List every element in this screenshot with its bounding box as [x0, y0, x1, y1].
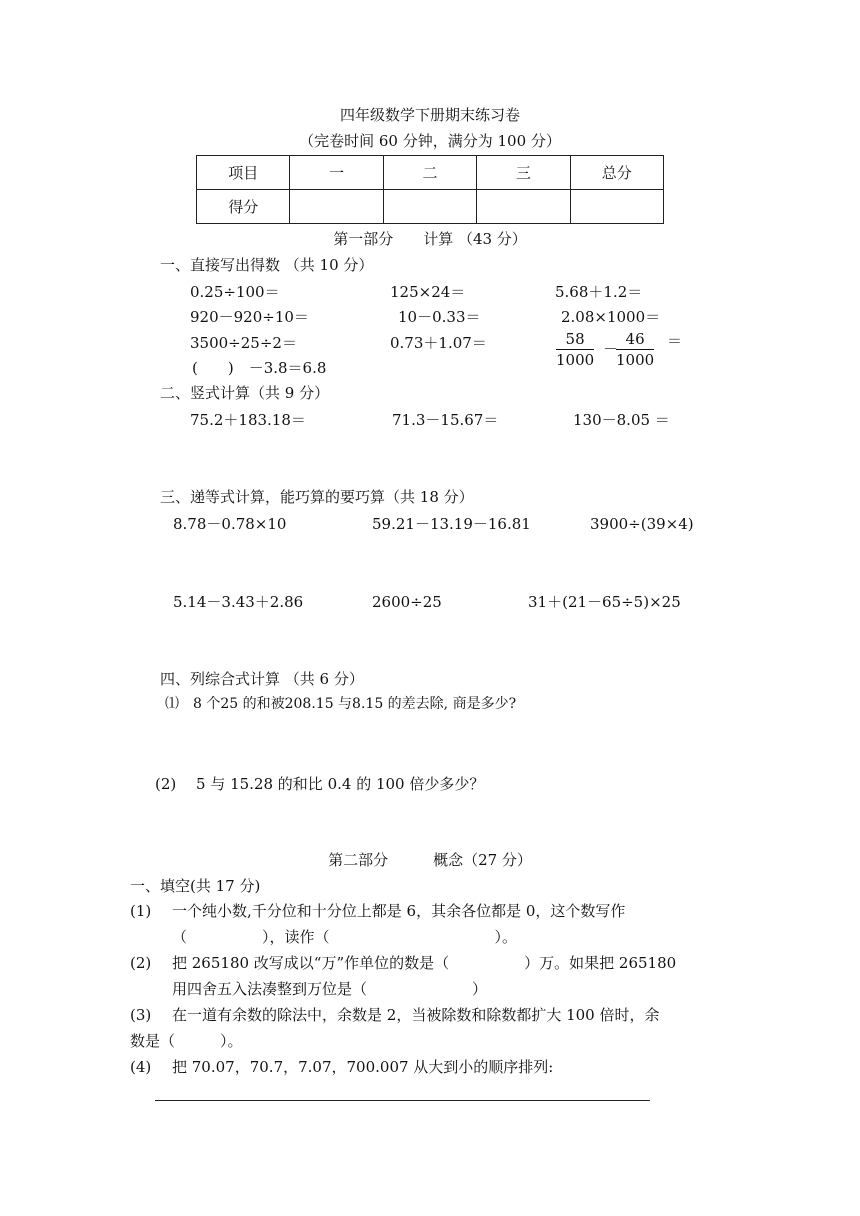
fraction-1-denominator: 1000: [556, 351, 595, 369]
page-subtitle: （完卷时间 60 分钟，满分为 100 分）: [299, 132, 561, 150]
calc-item: 10－0.33＝: [398, 308, 481, 326]
question-text: 把 70.07，70.7，7.07，700.007 从大到小的顺序排列:: [172, 1058, 554, 1076]
score-table: [196, 155, 664, 224]
question-number: (2): [130, 954, 152, 972]
section2-heading: 二、竖式计算（共 9 分）: [160, 384, 330, 402]
vertical-calc-item: 71.3－15.67＝: [392, 411, 499, 429]
vertical-calc-item: 130－8.05 ＝: [573, 411, 670, 429]
section1-heading: 一、直接写出得数 （共 10 分）: [160, 256, 374, 274]
fraction-2-denominator: 1000: [616, 351, 655, 369]
word-problem-2: (2) 5 与 15.28 的和比 0.4 的 100 倍少多少？: [155, 775, 485, 793]
question-text: 一个纯小数,千分位和十分位上都是 6，其余各位都是 0，这个数写作: [172, 902, 626, 920]
answer-line[interactable]: [155, 1100, 650, 1101]
score-table-header-row: [197, 156, 664, 190]
question-text: 数是（ ）。: [130, 1032, 243, 1050]
question-number: (3): [130, 1006, 152, 1024]
score-blank-cell[interactable]: [477, 190, 570, 224]
fraction-2-numerator: 46: [616, 330, 654, 350]
part1-heading: 第一部分 计算 （43 分）: [333, 230, 527, 248]
section3-heading: 三、递等式计算，能巧算的要巧算（共 18 分）: [160, 488, 474, 506]
question-number: (1): [130, 902, 152, 920]
calc-item: 5.68＋1.2＝: [555, 283, 643, 301]
page-title: 四年级数学下册期末练习卷: [339, 106, 520, 124]
word-problem-1: ⑴ 8 个25 的和被208.15 与8.15 的差去除, 商是多少?: [165, 696, 517, 712]
fraction-2: [616, 330, 654, 369]
stepwise-calc-item: 31＋(21－65÷5)×25: [528, 593, 681, 611]
score-header-cell: 二: [383, 156, 476, 190]
fill-blank-heading: 一、填空(共 17 分): [130, 877, 261, 895]
part2-heading: 第二部分 概念（27 分）: [328, 851, 532, 869]
stepwise-calc-item: 2600÷25: [372, 593, 442, 611]
score-header-cell: 一: [290, 156, 383, 190]
section4-heading: 四、列综合式计算 （共 6 分）: [160, 670, 364, 688]
question-text: （ ），读作（ ）。: [172, 928, 518, 946]
minus-sign: －: [603, 340, 619, 358]
fraction-1: [556, 330, 594, 369]
stepwise-calc-item: 8.78－0.78×10: [173, 515, 287, 533]
calc-item: 920－920÷10＝: [190, 308, 309, 326]
score-table-score-row: [197, 190, 664, 224]
score-row-label: 得分: [197, 190, 290, 224]
vertical-calc-item: 75.2＋183.18＝: [190, 411, 306, 429]
stepwise-calc-item: 59.21－13.19－16.81: [372, 515, 531, 533]
question-text: 把 265180 改写成以“万”作单位的数是（ ）万。如果把 265180: [172, 954, 677, 972]
score-header-cell: 三: [477, 156, 570, 190]
question-text: 用四舍五入法凑整到万位是（ ）: [172, 980, 488, 998]
calc-item: 2.08×1000＝: [561, 308, 661, 326]
stepwise-calc-item: 5.14－3.43＋2.86: [173, 593, 304, 611]
calc-item: 3500÷25÷2＝: [190, 334, 297, 352]
score-blank-cell[interactable]: [290, 190, 383, 224]
calc-item: 125×24＝: [390, 283, 466, 301]
calc-item: 0.25÷100＝: [190, 283, 280, 301]
stepwise-calc-item: 3900÷(39×4): [590, 515, 694, 533]
fraction-1-numerator: 58: [556, 330, 594, 350]
calc-item: 0.73＋1.07＝: [390, 334, 487, 352]
score-blank-cell[interactable]: [383, 190, 476, 224]
score-blank-cell[interactable]: [570, 190, 663, 224]
equals-sign: ＝: [667, 332, 683, 350]
calc-item: ( ) －3.8＝6.8: [192, 359, 327, 377]
question-number: (4): [130, 1058, 152, 1076]
question-text: 在一道有余数的除法中，余数是 2，当被除数和除数都扩大 100 倍时，余: [172, 1006, 660, 1024]
score-header-cell: 总分: [570, 156, 663, 190]
score-header-cell: 项目: [197, 156, 290, 190]
